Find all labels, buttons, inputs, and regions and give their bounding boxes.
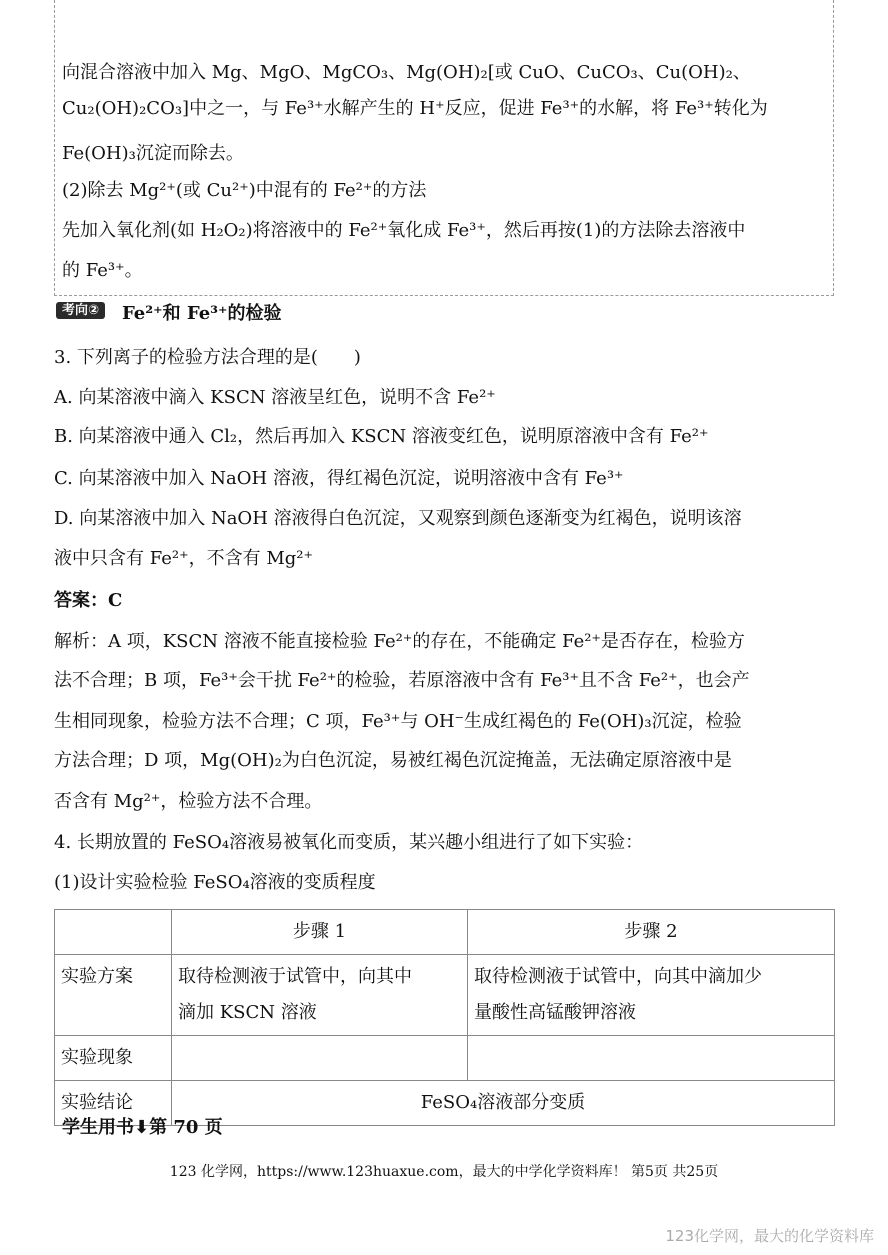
table-row xyxy=(55,955,835,1036)
step1-header: 步骤 1 xyxy=(172,910,468,955)
phenomenon-step1 xyxy=(172,1036,468,1081)
table-row xyxy=(55,1036,835,1081)
page-footer: 123 化学网，https://www.123huaxue.com，最大的中学化学资料库！ 第5页 共25页 xyxy=(169,1164,719,1180)
q3-explain-4: 方法合理；D 项，Mg(OH)₂为白色沉淀，易被红褐色沉淀掩盖，无法确定原溶液中是 xyxy=(54,750,732,771)
box-line-6: 的 Fe³⁺。 xyxy=(62,260,143,281)
row-label-plan: 实验方案 xyxy=(55,955,172,1036)
table-corner xyxy=(55,910,172,955)
q3-option-b: B. 向某溶液中通入 Cl₂，然后再加入 KSCN 溶液变红色，说明原溶液中含有 Fe²⁺ xyxy=(54,426,709,447)
book-reference-label: 学生用书 xyxy=(62,1117,134,1138)
step2-header: 步骤 2 xyxy=(468,910,835,955)
box-line-2: Cu₂(OH)₂CO₃]中之一，与 Fe³⁺水解产生的 H⁺反应，促进 Fe³⁺的水解，将 Fe³⁺转化为 xyxy=(62,98,768,119)
q4-sub-1: (1)设计实验检验 FeSO₄溶液的变质程度 xyxy=(54,872,376,893)
box-line-5: 先加入氧化剂(如 H₂O₂)将溶液中的 Fe²⁺氧化成 Fe³⁺，然后再按(1)的方法除去溶液中 xyxy=(62,220,746,241)
experiment-table xyxy=(54,909,835,1126)
q3-option-d-2: 液中只含有 Fe²⁺，不含有 Mg²⁺ xyxy=(54,548,313,569)
q4-stem: 4. 长期放置的 FeSO₄溶液易被氧化而变质，某兴趣小组进行了如下实验： xyxy=(54,832,644,853)
q3-explain-3: 生相同现象，检验方法不合理；C 项，Fe³⁺与 OH⁻生成红褐色的 Fe(OH)₃沉淀，检验 xyxy=(54,711,742,732)
q3-explain-5: 否含有 Mg²⁺，检验方法不合理。 xyxy=(54,791,323,812)
plan-step2-line2: 量酸性高锰酸钾溶液 xyxy=(474,1002,636,1023)
box-line-4: (2)除去 Mg²⁺(或 Cu²⁺)中混有的 Fe²⁺的方法 xyxy=(62,180,427,201)
table-row xyxy=(55,910,835,955)
conclusion-cell: FeSO₄溶液部分变质 xyxy=(172,1081,835,1126)
box-line-3: Fe(OH)₃沉淀而除去。 xyxy=(62,143,244,164)
plan-step2 xyxy=(468,955,835,1036)
arrow-down-icon: ⬇ xyxy=(134,1117,150,1138)
book-reference-page: 第 70 页 xyxy=(149,1117,223,1138)
q3-stem: 3. 下列离子的检验方法合理的是( ) xyxy=(54,347,361,368)
row-label-phenomenon: 实验现象 xyxy=(55,1036,172,1081)
phenomenon-step2 xyxy=(468,1036,835,1081)
q3-answer: 答案：C xyxy=(54,590,123,611)
book-reference xyxy=(62,1117,223,1139)
q3-option-a: A. 向某溶液中滴入 KSCN 溶液呈红色，说明不含 Fe²⁺ xyxy=(54,387,496,408)
plan-step2-line1: 取待检测液于试管中，向其中滴加少 xyxy=(474,966,762,987)
row-label-conclusion: 实验结论 xyxy=(55,1081,172,1126)
q3-option-c: C. 向某溶液中加入 NaOH 溶液，得红褐色沉淀，说明溶液中含有 Fe³⁺ xyxy=(54,468,624,489)
plan-step1-line2: 滴加 KSCN 溶液 xyxy=(178,1002,317,1023)
plan-step1 xyxy=(172,955,468,1036)
plan-step1-line1: 取待检测液于试管中，向其中 xyxy=(178,966,412,987)
section-badge: 考向② xyxy=(56,302,105,319)
q3-explain-2: 法不合理；B 项，Fe³⁺会干扰 Fe²⁺的检验，若原溶液中含有 Fe³⁺且不含 Fe²⁺，也会产 xyxy=(54,670,750,691)
watermark: 123化学网，最大的化学资料库 xyxy=(665,1227,874,1245)
q3-option-d-1: D. 向某溶液中加入 NaOH 溶液得白色沉淀，又观察到颜色逐渐变为红褐色，说明该溶 xyxy=(54,508,742,529)
section-title: Fe²⁺和 Fe³⁺的检验 xyxy=(122,303,282,324)
box-line-1: 向混合溶液中加入 Mg、MgO、MgCO₃、Mg(OH)₂[或 CuO、CuCO₃、Cu(OH)₂、 xyxy=(62,62,751,83)
q3-explain-1: 解析：A 项，KSCN 溶液不能直接检验 Fe²⁺的存在，不能确定 Fe²⁺是否存在，检验方 xyxy=(54,631,745,652)
